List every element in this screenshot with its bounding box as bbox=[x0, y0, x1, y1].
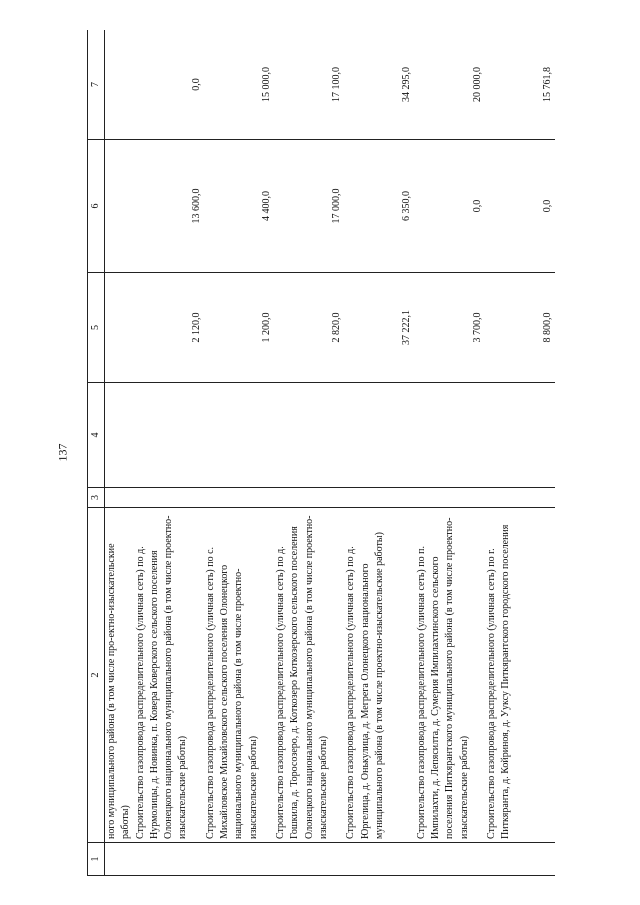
table-row bbox=[344, 30, 414, 876]
row-value-col6: 4 400,0 bbox=[204, 140, 274, 273]
header-col-7: 7 bbox=[88, 30, 105, 140]
table-wrapper bbox=[87, 30, 573, 876]
header-col-1: 1 bbox=[88, 843, 105, 876]
row-value-col7: 15 000,0 bbox=[204, 30, 274, 140]
table-row bbox=[204, 30, 274, 876]
row-description: ного муниципального района (в том числе про-ектно-изыскательские работы) bbox=[105, 508, 134, 843]
header-col-4: 4 bbox=[88, 383, 105, 488]
table-row bbox=[415, 30, 485, 876]
row-value-col5: 3 700,0 bbox=[415, 273, 485, 383]
row-value-col5: 1 200,0 bbox=[204, 273, 274, 383]
row-description: Строительство газопровода распределительного (уличная сеть) по д. Юргелица, д. Онькулица, д. Мегрега Олонецкого национального муниципального района (в том числе проектно-изыскательские работы) bbox=[344, 508, 414, 843]
header-col-6: 6 bbox=[88, 140, 105, 273]
row-value-col6: 17 000,0 bbox=[274, 140, 344, 273]
row-description: Строительство газопровода распределительного (уличная сеть) по д. Гошкила, д. Торосозеро, д. Коткозеро Коткозерского сельского поселения Олонецкого национального муниципального района (в том числе проектно-изыскательские работы) bbox=[274, 508, 344, 843]
rotated-table-container bbox=[87, 30, 573, 876]
header-row bbox=[88, 30, 105, 876]
row-value-col7: 20 000,0 bbox=[415, 30, 485, 140]
row-value-col6: 13 600,0 bbox=[134, 140, 204, 273]
row-description: Строительство газопровода распределительного (уличная сеть) по п. Импилахти, д. Лепясилта, д. Сумерия Импилахтинского сельского поселения Питкярантского муниципального района (в том числе проектно-изыскательские работы) bbox=[415, 508, 485, 843]
header-col-5: 5 bbox=[88, 273, 105, 383]
row-value-col5: 2 820,0 bbox=[274, 273, 344, 383]
table-row bbox=[485, 30, 555, 876]
row-value-col6: 0,0 bbox=[415, 140, 485, 273]
page-number: 137 bbox=[55, 443, 70, 462]
row-value-col6: 0,0 bbox=[485, 140, 555, 273]
header-col-2: 2 bbox=[88, 508, 105, 843]
row-value-col7: 0,0 bbox=[134, 30, 204, 140]
row-description: Строительство газопровода распределительного (уличная сеть) по д. Нурмолицы, д. Новинка, п. Ковера Коверского сельского поселения Олонецкого национального муниципального района (в том числе проектно-изыскательские работы) bbox=[134, 508, 204, 843]
header-col-3: 3 bbox=[88, 488, 105, 508]
budget-table bbox=[87, 30, 555, 876]
table-row bbox=[274, 30, 344, 876]
row-value-col5: 37 222,1 bbox=[344, 273, 414, 383]
row-value-col6: 6 350,0 bbox=[344, 140, 414, 273]
table-row bbox=[105, 30, 134, 876]
row-value-col5: 8 800,0 bbox=[485, 273, 555, 383]
row-value-col7: 17 100,0 bbox=[274, 30, 344, 140]
row-description: Строительство газопровода распределительного (уличная сеть) по с. Михайловское Михайловского сельского поселения Олонецкого национального муниципального района (в том числе проектно-изыскательские работы) bbox=[204, 508, 274, 843]
table-row bbox=[134, 30, 204, 876]
row-description: Строительство газопровода распределительного (уличная сеть) по г. Питкяранта, д. Койриноя, д. Ууксу Питкярантского городского поселения bbox=[485, 508, 555, 843]
row-value-col7: 34 295,0 bbox=[344, 30, 414, 140]
row-value-col5: 2 120,0 bbox=[134, 273, 204, 383]
row-value-col7: 15 761,8 bbox=[485, 30, 555, 140]
